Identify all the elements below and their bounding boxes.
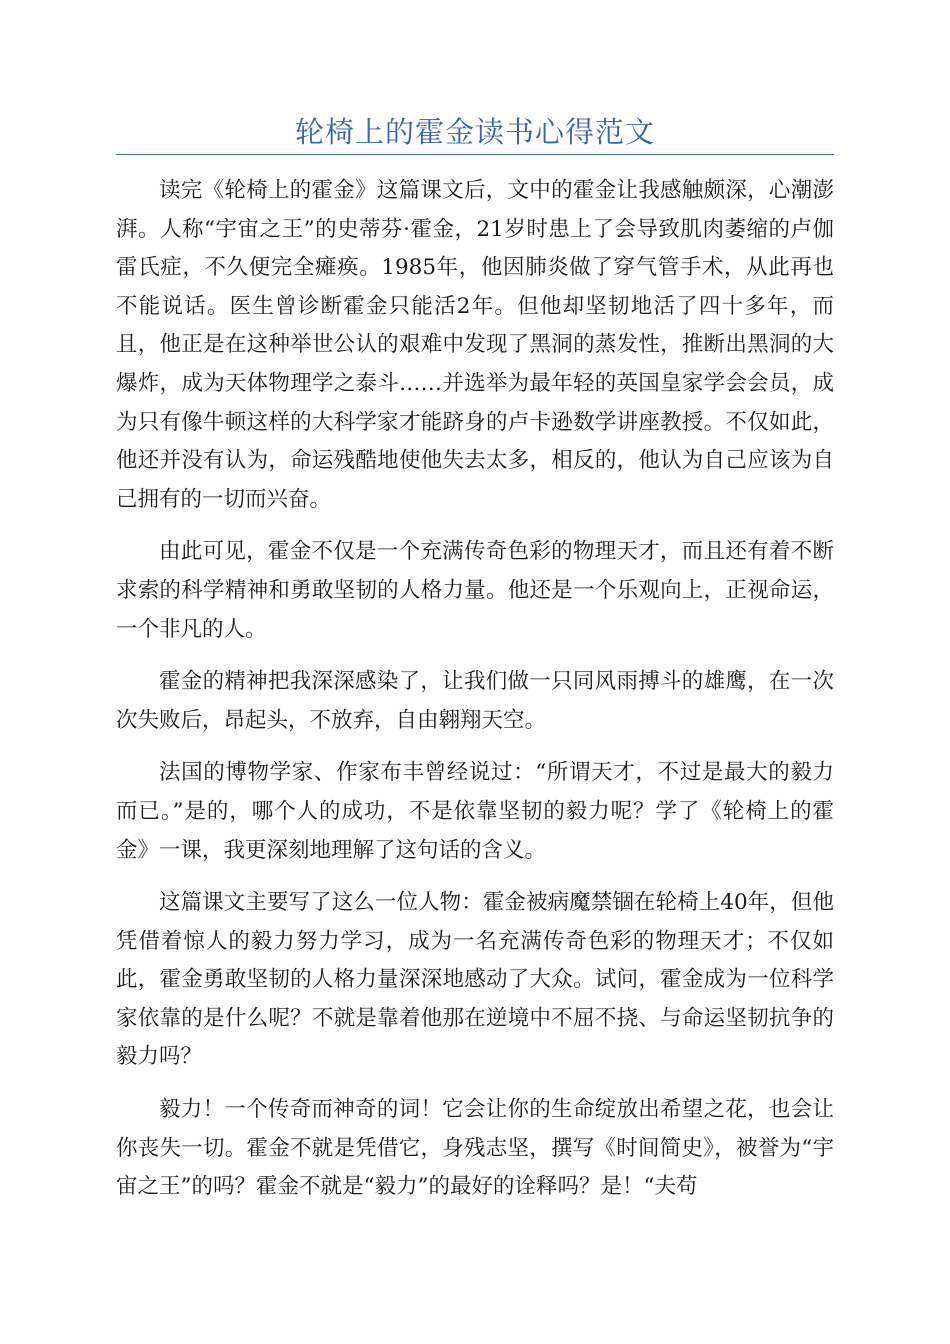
document-title: 轮椅上的霍金读书心得范文 xyxy=(294,115,655,149)
paragraph-4: 法国的博物学家、作家布丰曾经说过：“所谓天才，不过是最大的毅力而已。”是的，哪个人的成功，不是依靠坚韧的毅力呢？学了《轮椅上的霍金》一课，我更深刻地理解了这句话的含义。 xyxy=(116,760,834,863)
paragraph-1: 读完《轮椅上的霍金》这篇课文后，文中的霍金让我感触颇深，心潮澎湃。人称“宇宙之王”的史蒂芬·霍金，21岁时患上了会导致肌肉萎缩的卢伽雷氏症，不久便完全瘫痪。1985年，他因肺炎做了穿气管手术，从此再也不能说话。医生曾诊断霍金只能活2年。但他却坚韧地活了四十多年，而且，他正是在这种举世公认的艰难中发现了黑洞的蒸发性，推断出黑洞的大爆炸，成为天体物理学之泰斗……并选举为最年轻的英国皇家学会会员，成为只有像牛顿这样的大科学家才能跻身的卢卡逊数学讲座教授。不仅如此，他还并没有认为，命运残酷地使他失去太多，相反的，他认为自己应该为自己拥有的一切而兴奋。 xyxy=(116,178,834,512)
paragraph-5: 这篇课文主要写了这么一位人物：霍金被病魔禁锢在轮椅上40年，但他凭借着惊人的毅力努力学习，成为一名充满传奇色彩的物理天才；不仅如此，霍金勇敢坚韧的人格力量深深地感动了大众。试问，霍金成为一位科学家依靠的是什么呢？不就是靠着他那在逆境中不屈不挠、与命运坚韧抗争的毅力吗？ xyxy=(116,890,834,1070)
title-underline xyxy=(116,154,834,155)
paragraph-6: 毅力！一个传奇而神奇的词！它会让你的生命绽放出希望之花，也会让你丧失一切。霍金不就是凭借它，身残志坚，撰写《时间简史》，被誉为“宇宙之王”的吗？霍金不就是“毅力”的最好的诠释吗？是！“夫苟 xyxy=(116,1097,834,1200)
document-body xyxy=(116,172,834,1221)
paragraph-2: 由此可见，霍金不仅是一个充满传奇色彩的物理天才，而且还有着不断求索的科学精神和勇敢坚韧的人格力量。他还是一个乐观向上，正视命运，一个非凡的人。 xyxy=(116,539,834,642)
paragraph-3: 霍金的精神把我深深感染了，让我们做一只同风雨搏斗的雄鹰，在一次次失败后，昂起头，不放弃，自由翱翔天空。 xyxy=(116,669,834,733)
